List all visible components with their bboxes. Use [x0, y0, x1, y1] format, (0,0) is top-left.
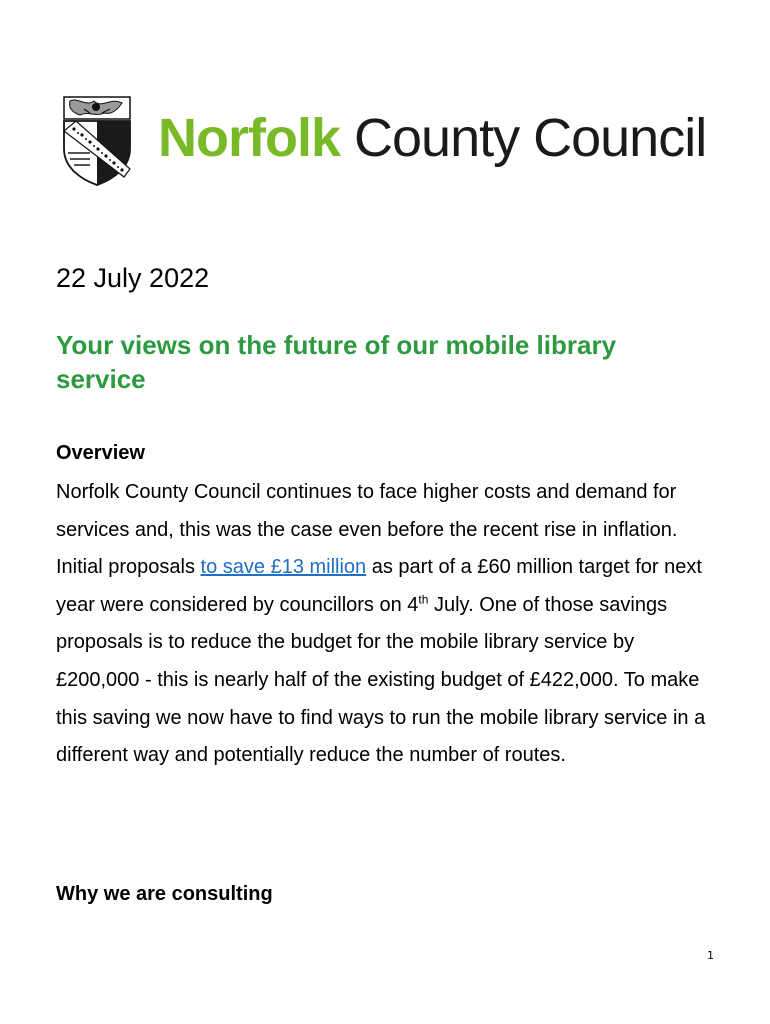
paragraph-text-part-1: Norfolk County Council continues to face higher costs and demand for services and, this was the case even before the recent rise in inflation. Initial proposals — [56, 481, 678, 579]
page-title: Your views on the future of our mobile library service — [56, 330, 617, 394]
logo-word-norfolk: Norfolk — [158, 108, 340, 168]
paragraph-text-part-3: July. One of those savings proposals is to reduce the budget for the mobile library service by £200,000 - this is nearly half of the existing budget of £422,000. To make this saving we now have to find ways to run the mobile library service in a different way and potentially reduce the number of routes. — [56, 593, 706, 767]
savings-proposals-link[interactable]: to save £13 million — [200, 556, 367, 579]
council-name-logotype — [158, 103, 706, 173]
document-date: 22 July 2022 — [56, 263, 210, 293]
paragraph-text-part-2: as part of a £60 million target for next year were considered by councillors on 4 — [56, 556, 702, 616]
ordinal-superscript: th — [418, 592, 429, 607]
overview-paragraph — [56, 474, 716, 775]
council-logo — [60, 95, 720, 190]
why-consulting-heading: Why we are consulting — [56, 883, 273, 905]
logo-word-county-council: County Council — [354, 108, 707, 168]
overview-heading: Overview — [56, 442, 145, 464]
page-number: 1 — [707, 949, 714, 962]
coat-of-arms-icon — [60, 95, 134, 187]
